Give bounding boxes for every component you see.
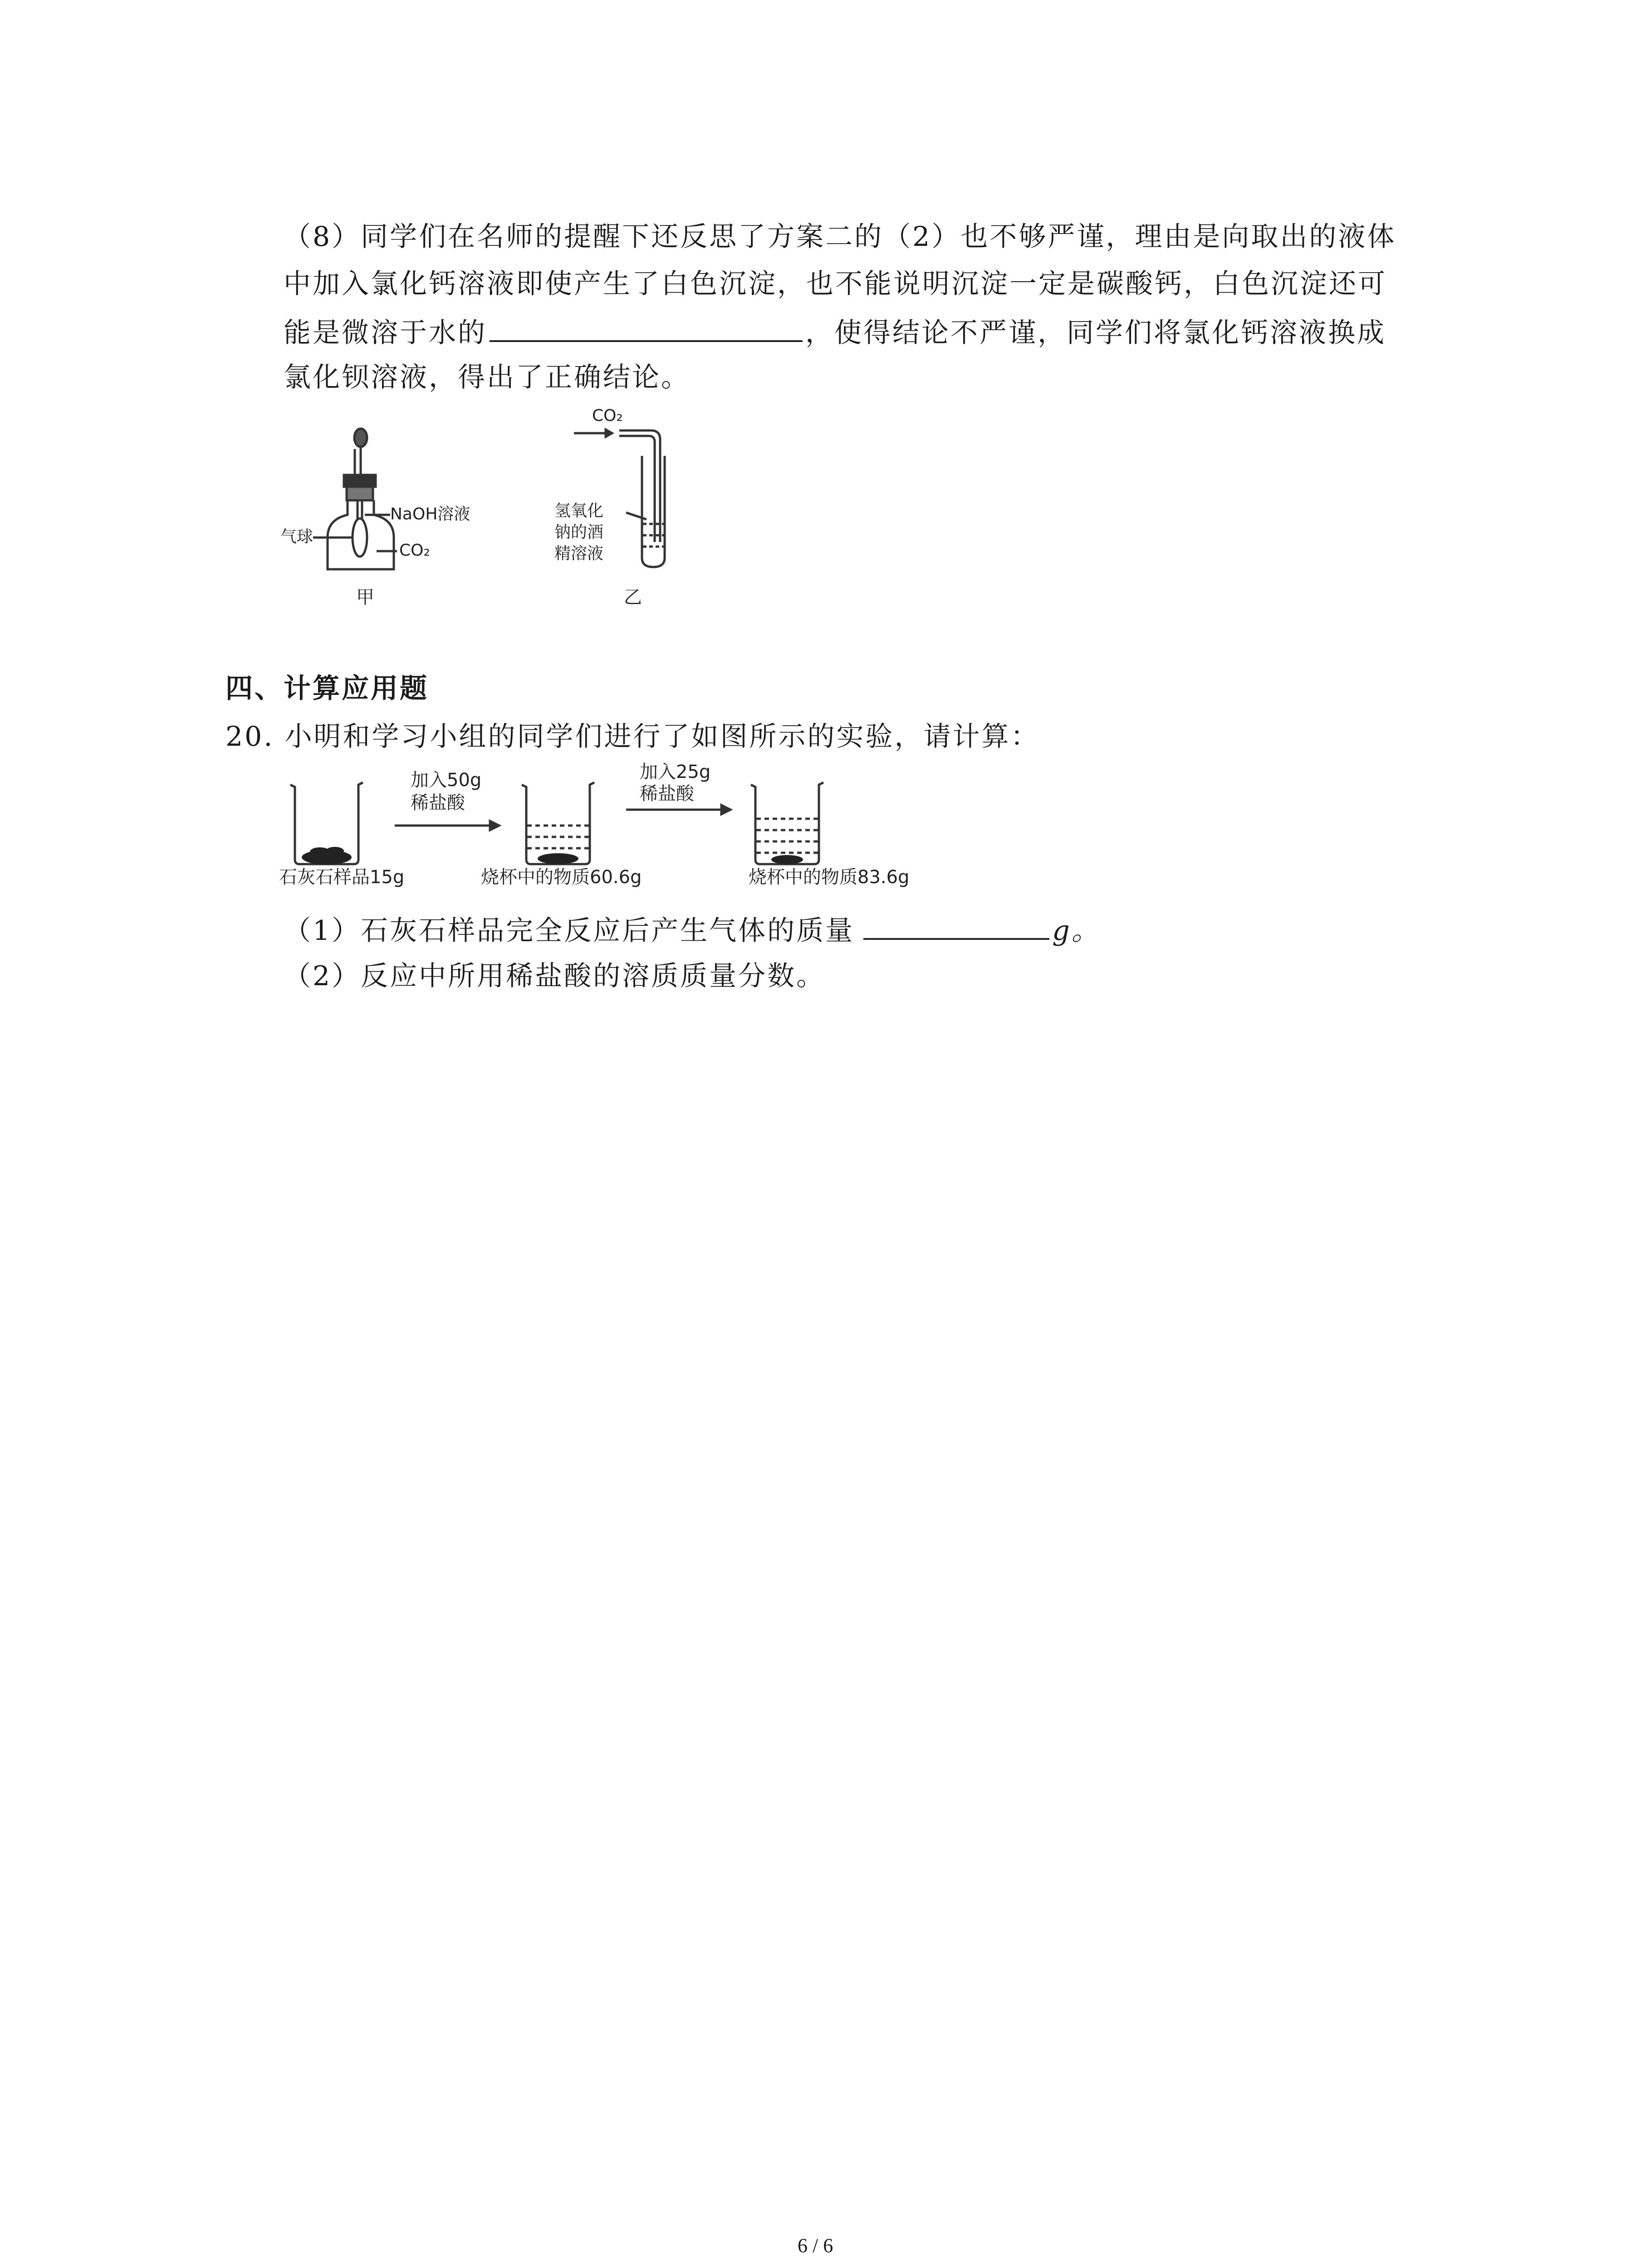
q8-line-4: 氯化钡溶液，得出了正确结论。	[284, 362, 690, 393]
figure-yi-co2-label: CO₂	[592, 406, 623, 425]
q20-arrow-1-line-2: 稀盐酸	[411, 792, 465, 813]
q8-line-1: （8）同学们在名师的提醒下还反思了方案二的（2）也不够严谨，理由是向取出的液体	[284, 221, 1396, 253]
q20-sub-2: （2）反应中所用稀盐酸的溶质质量分数。	[284, 960, 826, 992]
figure-yi-caption: 乙	[624, 587, 642, 608]
page-number: 6 / 6	[798, 2234, 833, 2257]
q8-line-3-after: ，使得结论不严谨，同学们将氯化钙溶液换成	[805, 317, 1386, 349]
q20-sub-1-blank[interactable]	[863, 911, 1049, 940]
q20-beaker-3-label: 烧杯中的物质83.6g	[749, 867, 910, 888]
q8-answer-blank[interactable]	[490, 313, 803, 342]
q20-stem: 20. 小明和学习小组的同学们进行了如图所示的实验，请计算：	[225, 721, 1040, 753]
q20-arrow-2-line-2: 稀盐酸	[640, 783, 694, 804]
figure-jia-apparatus	[318, 424, 408, 574]
figure-jia-co2-label: CO₂	[399, 541, 430, 560]
figure-yi-solution-label-2: 钠的酒	[554, 523, 604, 542]
q20-arrow-1-line-1: 加入50g	[411, 770, 482, 791]
q20-beaker-2-label: 烧杯中的物质60.6g	[481, 867, 642, 888]
figure-jia-naoh-label: NaOH溶液	[390, 505, 470, 523]
figure-jia-caption: 甲	[356, 587, 374, 608]
q20-beaker-1-label: 石灰石样品15g	[279, 867, 405, 888]
q8-line-3	[284, 313, 1386, 351]
figure-yi-solution-label-3: 精溶液	[554, 544, 604, 563]
q20-sub-1-unit: g。	[1052, 915, 1101, 947]
figure-jia-balloon-label: 气球	[280, 528, 314, 546]
q20-beaker-diagram	[281, 767, 916, 875]
q8-line-2: 中加入氯化钙溶液即使产生了白色沉淀，也不能说明沉淀一定是碳酸钙，白色沉淀还可	[284, 268, 1387, 300]
figure-yi-solution-label-1: 氢氧化	[554, 502, 604, 520]
q8-line-3-before: 能是微溶于水的	[284, 317, 487, 349]
q20-sub-1-text: （1）石灰石样品完全反应后产生气体的质量	[284, 915, 855, 947]
q20-arrow-2-line-1: 加入25g	[640, 762, 711, 782]
q20-sub-1	[284, 911, 1101, 949]
section-4-title: 四、计算应用题	[225, 673, 429, 704]
